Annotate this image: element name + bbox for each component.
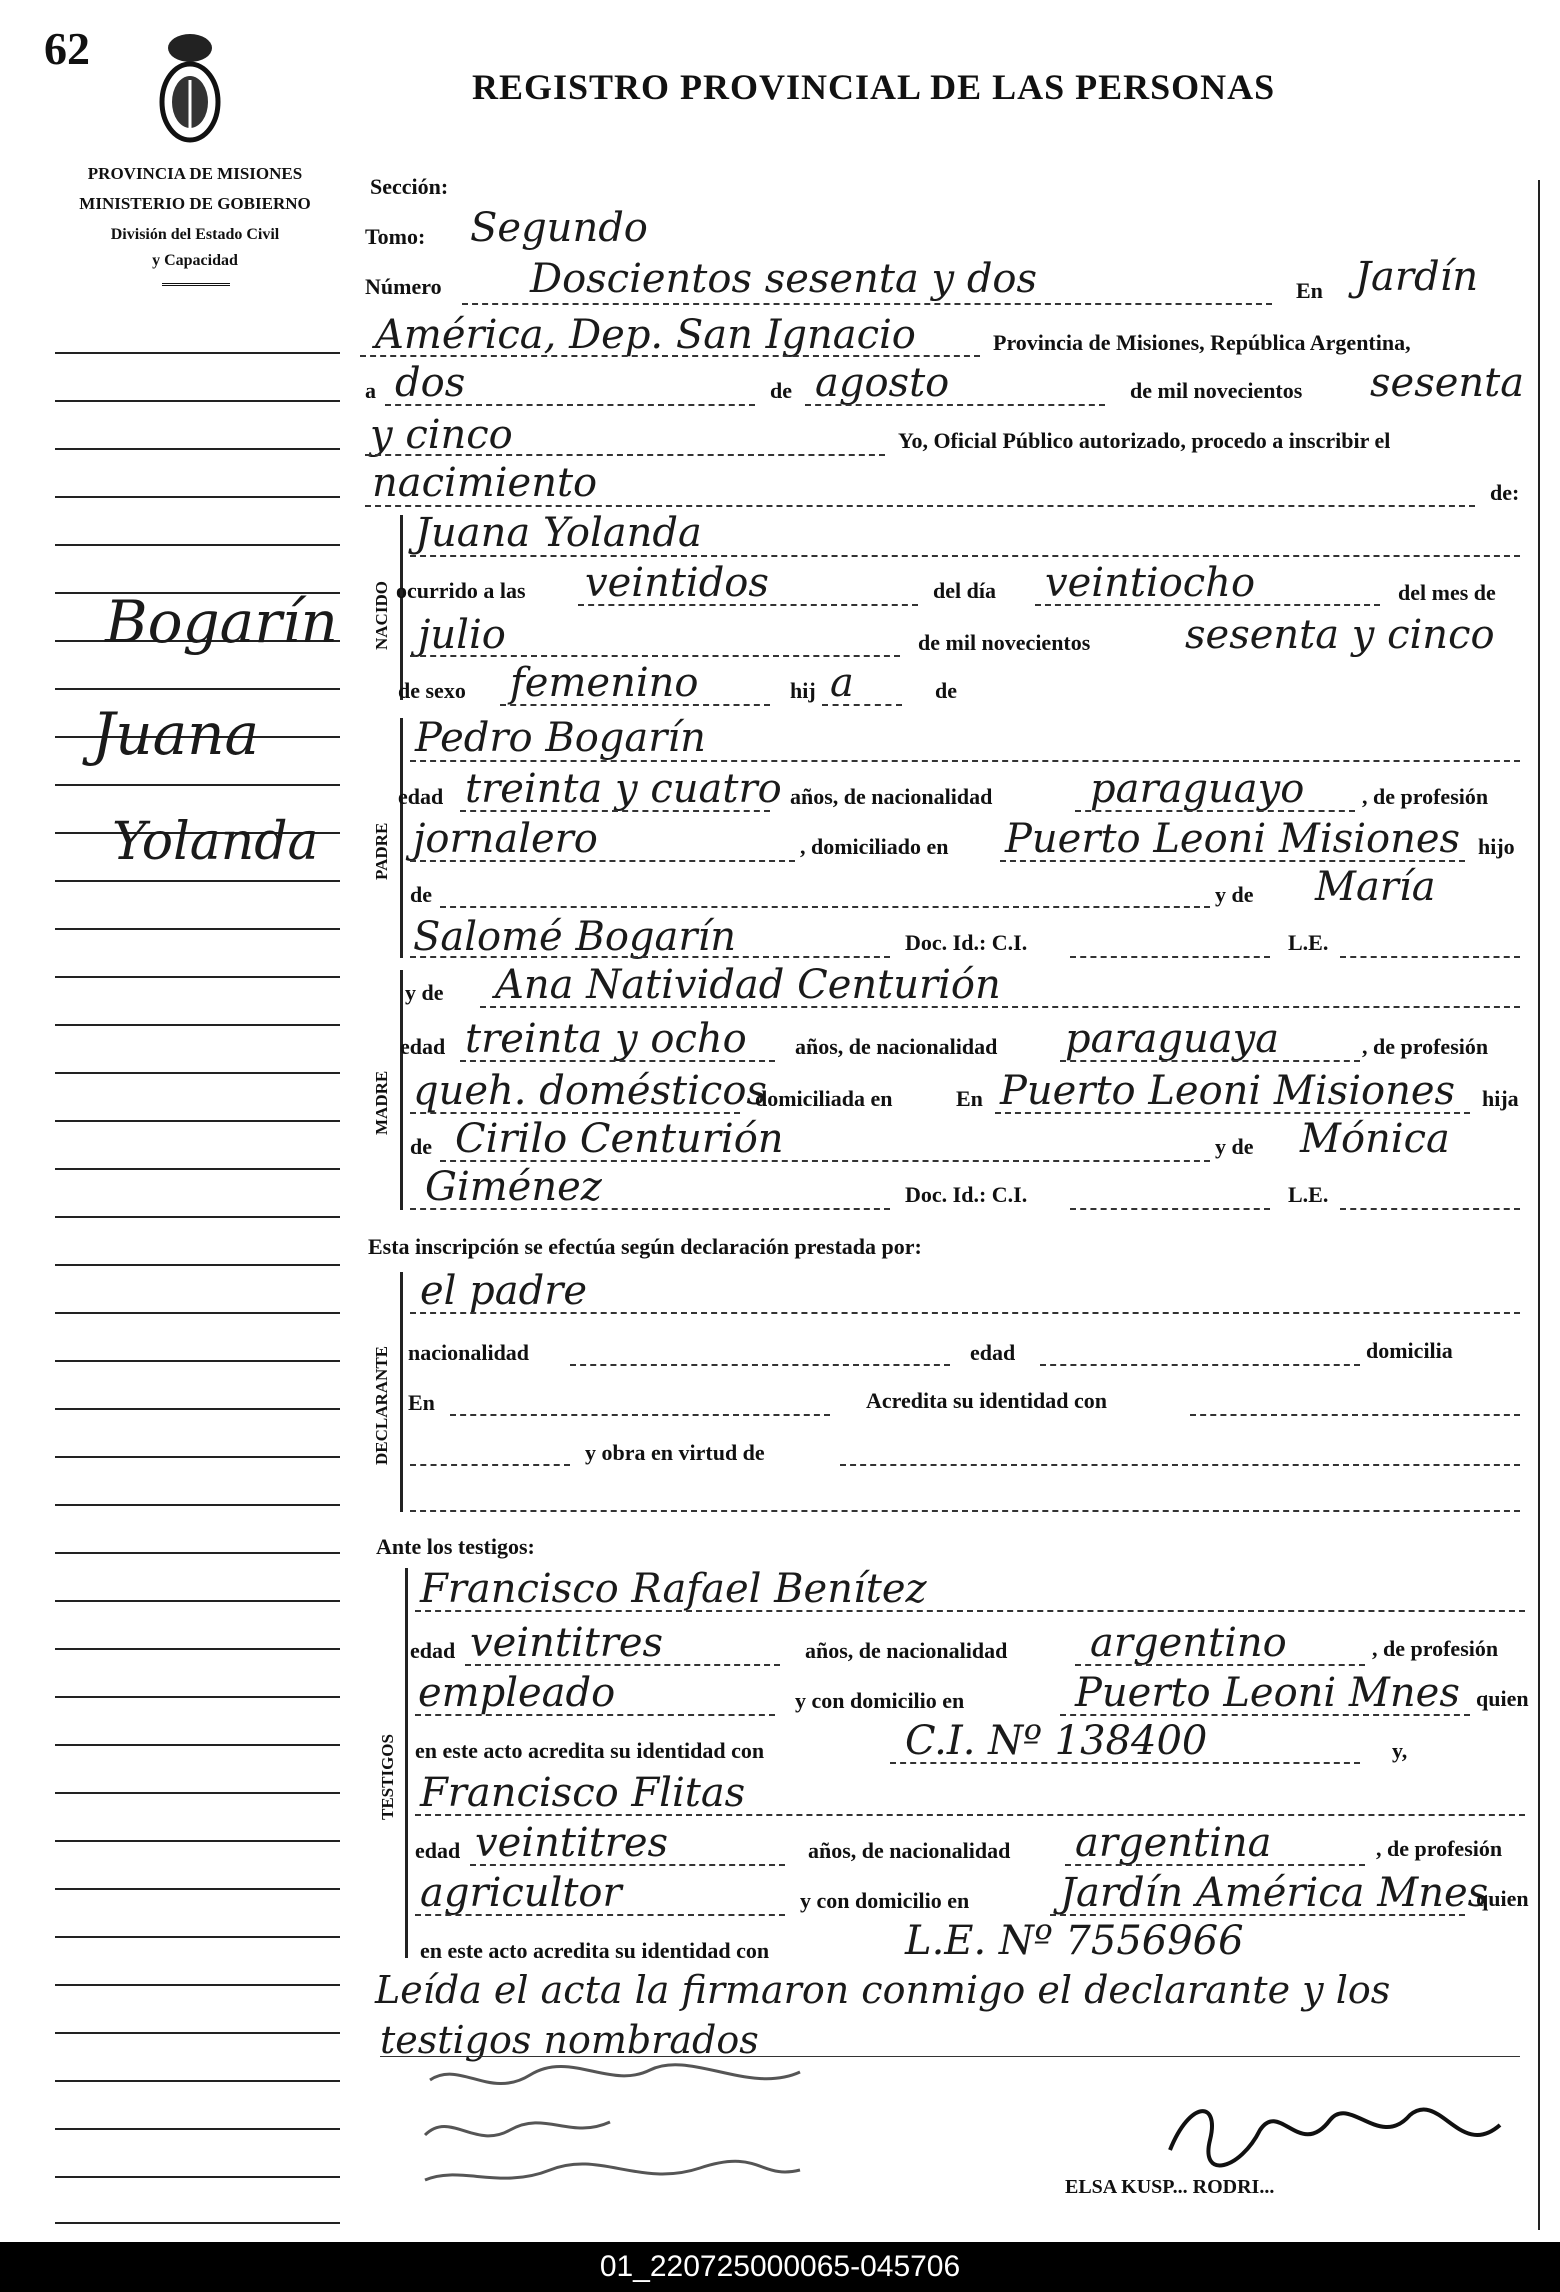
- t1-quien-label: quien: [1476, 1686, 1529, 1711]
- del-mes-label: del mes de: [1398, 580, 1496, 605]
- acto-value: nacimiento: [372, 460, 598, 506]
- margin-firstname: Juana: [92, 700, 260, 768]
- page-title: REGISTRO PROVINCIAL DE LAS PERSONAS: [472, 67, 1276, 107]
- dia-nac-value: veintiocho: [1045, 560, 1256, 606]
- margin-surname: Bogarín: [105, 588, 338, 656]
- testigos-label: Ante los testigos:: [376, 1534, 535, 1559]
- padre-prof-value: jornalero: [413, 816, 598, 862]
- de-mil-label: de mil novecientos: [1130, 378, 1303, 403]
- declarante-en-label: En: [408, 1390, 435, 1415]
- t1-prof-value: empleado: [418, 1670, 616, 1716]
- padre-le-label: L.E.: [1288, 930, 1329, 955]
- org-division: División del Estado Civil: [110, 226, 280, 243]
- t1-edad-value: veintitres: [470, 1620, 664, 1666]
- t2-nac-value: argentina: [1075, 1820, 1272, 1866]
- padre-de-label: de: [410, 882, 432, 907]
- madre-prof-label: , de profesión: [1362, 1034, 1489, 1059]
- t2-edad-value: veintitres: [475, 1820, 669, 1866]
- official-signature-icon: [1150, 2080, 1520, 2190]
- padre-doc-label: Doc. Id.: C.I.: [905, 930, 1028, 955]
- closing-line-2: testigos nombrados: [380, 2018, 759, 2062]
- footer-id: 01_220725000065-045706: [0, 2242, 1560, 2292]
- tomo-label: Tomo:: [365, 224, 426, 249]
- padre-nac-value: paraguayo: [1090, 766, 1305, 812]
- sexo-label: de sexo: [398, 678, 466, 703]
- t1-dom-label: y con domicilio en: [795, 1688, 965, 1713]
- madre-dom-value: Puerto Leoni Misiones: [1000, 1068, 1456, 1114]
- numero-value: Doscientos sesenta y dos: [530, 256, 1038, 302]
- nacido-bar: [400, 515, 403, 700]
- mes-value: agosto: [815, 360, 950, 406]
- t2-dom-label: y con domicilio en: [800, 1888, 970, 1913]
- nombre-value: Juana Yolanda: [415, 510, 702, 556]
- margin-middlename: Yolanda: [112, 812, 319, 872]
- t2-prof-value: agricultor: [420, 1870, 622, 1916]
- madre-dom-label: domiciliada en: [755, 1086, 893, 1111]
- coat-of-arms-icon: [148, 20, 232, 150]
- t1-doc-value: C.I. Nº 138400: [905, 1718, 1208, 1764]
- hij-label: hij: [790, 678, 816, 703]
- page-number: 62: [44, 23, 90, 74]
- t1-dom-value: Puerto Leoni Mnes: [1075, 1670, 1460, 1716]
- anio-nac-value: sesenta y cinco: [1185, 612, 1495, 658]
- abuela-pat-1: María: [1315, 864, 1436, 910]
- hija-label: hija: [1482, 1086, 1519, 1111]
- padre-dom-value: Puerto Leoni Misiones: [1005, 816, 1461, 862]
- numero-label: Número: [365, 274, 442, 299]
- inscripcion-label: Esta inscripción se efectúa según declaración prestada por:: [368, 1234, 922, 1259]
- padre-value: Pedro Bogarín: [415, 715, 706, 761]
- madre-value: Ana Natividad Centurión: [495, 962, 1001, 1008]
- madre-nac-label: años, de nacionalidad: [795, 1034, 998, 1059]
- madre-y-de-label-2: y de: [1215, 1134, 1254, 1159]
- madre-doc-label: Doc. Id.: C.I.: [905, 1182, 1028, 1207]
- padre-edad-value: treinta y cuatro: [465, 766, 782, 812]
- hijo-label: hijo: [1478, 834, 1515, 859]
- abuelo-mat-value: Cirilo Centurión: [455, 1116, 784, 1162]
- sexo-value: femenino: [510, 660, 699, 706]
- org-province: PROVINCIA DE MISIONES: [87, 164, 303, 183]
- dia-value: dos: [395, 360, 466, 406]
- seccion-label: Sección:: [370, 174, 449, 199]
- testigo2-value: Francisco Flitas: [420, 1770, 746, 1816]
- madre-le-label: L.E.: [1288, 1182, 1329, 1207]
- org-ministry: MINISTERIO DE GOBIERNO: [79, 194, 311, 213]
- madre-section-label: MADRE: [372, 1070, 391, 1135]
- madre-bar: [400, 970, 403, 1210]
- padre-dom-label: , domiciliado en: [800, 834, 949, 859]
- madre-en-label: En: [956, 1086, 983, 1111]
- madre-y-de-label: y de: [405, 980, 444, 1005]
- madre-prof-value: queh. domésticos: [413, 1068, 767, 1114]
- testigo1-value: Francisco Rafael Benítez: [420, 1566, 927, 1612]
- form-right-border: [1538, 180, 1540, 2230]
- anio-value-1: sesenta: [1370, 360, 1525, 406]
- de-label-nacido: de: [935, 678, 957, 703]
- t2-dom-value: Jardín América Mnes: [1060, 1870, 1489, 1916]
- org-divider: [162, 283, 230, 286]
- ocurrido-label: ocurrido a las: [396, 578, 526, 603]
- de-mil-nac-label: de mil novecientos: [918, 630, 1091, 655]
- lugar-value-1: Jardín: [1355, 254, 1479, 300]
- provincia-label: Provincia de Misiones, República Argentina,: [993, 330, 1411, 355]
- t1-nac-value: argentino: [1090, 1620, 1287, 1666]
- t2-quien-label: quien: [1476, 1886, 1529, 1911]
- hij-suffix: a: [830, 660, 854, 706]
- madre-nac-value: paraguaya: [1065, 1016, 1280, 1062]
- t2-edad-label: edad: [415, 1838, 461, 1863]
- declarante-nac-label: nacionalidad: [408, 1340, 530, 1365]
- oficial-label: Yo, Oficial Público autorizado, procedo a inscribir el: [898, 428, 1391, 453]
- de-label-fecha: de: [770, 378, 792, 403]
- closing-line-1: Leída el acta la firmaron conmigo el declarante y los: [375, 1968, 1391, 2012]
- t1-y-label: y,: [1392, 1738, 1408, 1763]
- padre-edad-label: edad: [398, 784, 444, 809]
- obra-label: y obra en virtud de: [585, 1440, 765, 1465]
- declarante-edad-label: edad: [970, 1340, 1016, 1365]
- padre-section-label: PADRE: [372, 822, 391, 880]
- de-colon-label: de:: [1490, 480, 1520, 505]
- abuela-mat-2: Giménez: [425, 1164, 602, 1210]
- acredita-label: Acredita su identidad con: [866, 1388, 1108, 1413]
- anio-value-2: y cinco: [370, 412, 513, 458]
- testigos-bar: [405, 1568, 408, 1958]
- declarante-value: el padre: [420, 1268, 588, 1314]
- t2-acredita-label: en este acto acredita su identidad con: [420, 1938, 770, 1963]
- t2-doc-value: L.E. Nº 7556966: [905, 1918, 1244, 1964]
- tomo-value: Segundo: [470, 205, 648, 251]
- declarante-section-label: DECLARANTE: [372, 1345, 391, 1465]
- madre-edad-label: edad: [400, 1034, 446, 1059]
- testigos-section-label: TESTIGOS: [378, 1734, 397, 1820]
- t1-prof-label: , de profesión: [1372, 1636, 1499, 1661]
- padre-nac-label: años, de nacionalidad: [790, 784, 993, 809]
- en-label: En: [1296, 278, 1323, 303]
- abuela-pat-2: Salomé Bogarín: [413, 914, 737, 960]
- declarante-dom-label: domicilia: [1366, 1338, 1453, 1363]
- official-stamp: ELSA KUSP... RODRI...: [1065, 2176, 1275, 2198]
- padre-y-de-label: y de: [1215, 882, 1254, 907]
- a-label: a: [365, 378, 376, 403]
- t1-nac-label: años, de nacionalidad: [805, 1638, 1008, 1663]
- org-capacity: y Capacidad: [152, 252, 238, 269]
- nacido-section-label: NACIDO: [372, 581, 391, 650]
- padre-bar: [400, 718, 403, 958]
- witness-signatures-icon: [420, 2050, 1040, 2200]
- abuela-mat-1: Mónica: [1300, 1116, 1450, 1162]
- declarante-bar: [400, 1272, 403, 1512]
- hora-value: veintidos: [585, 560, 769, 606]
- t1-acredita-label: en este acto acredita su identidad con: [415, 1738, 765, 1763]
- padre-prof-label: , de profesión: [1362, 784, 1489, 809]
- lugar-value-2: América, Dep. San Ignacio: [375, 312, 916, 358]
- madre-de-label: de: [410, 1134, 432, 1159]
- mes-nac-value: julio: [418, 612, 506, 658]
- del-dia-label: del día: [933, 578, 996, 603]
- t2-prof-label: , de profesión: [1376, 1836, 1503, 1861]
- t2-nac-label: años, de nacionalidad: [808, 1838, 1011, 1863]
- t1-edad-label: edad: [410, 1638, 456, 1663]
- madre-edad-value: treinta y ocho: [465, 1016, 747, 1062]
